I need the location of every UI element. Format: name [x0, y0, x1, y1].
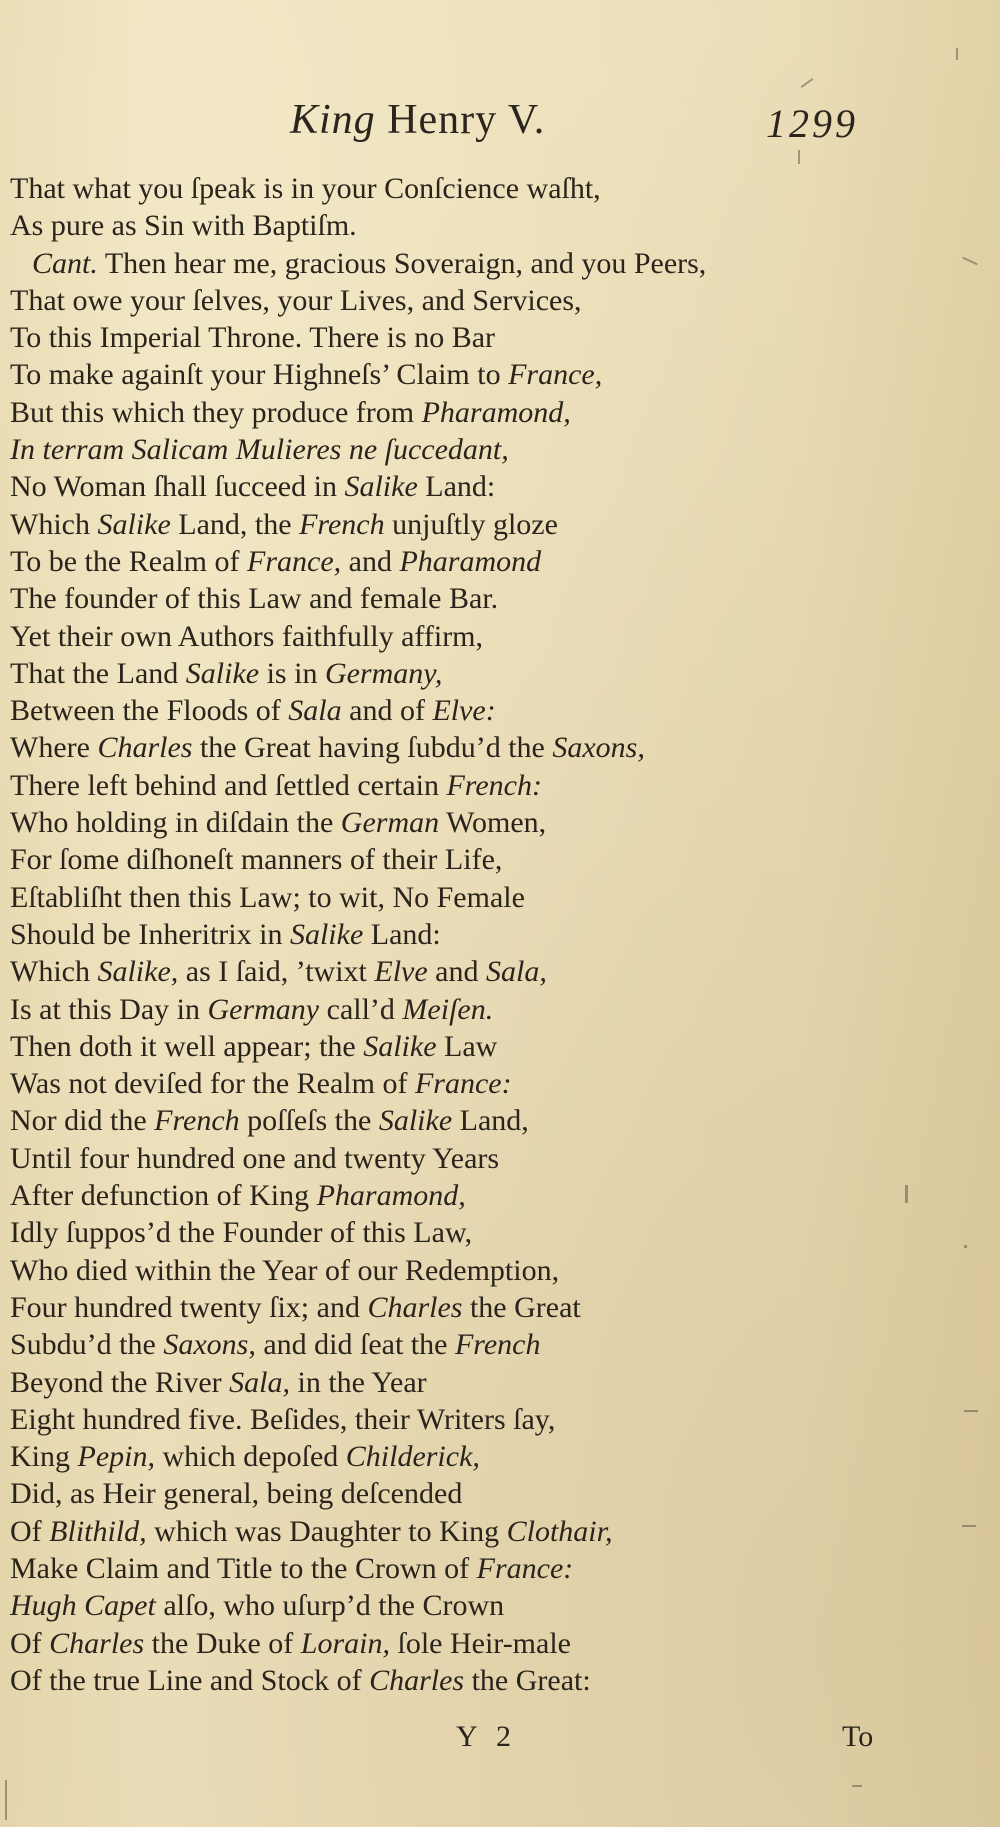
catchword: To: [842, 1720, 874, 1753]
verse-italic-segment: Germany: [207, 992, 320, 1026]
verse-segment: Law: [436, 1029, 498, 1063]
verse-italic-segment: France:: [414, 1067, 512, 1101]
verse-segment: Did, as Heir general, being deſcended: [10, 1477, 463, 1511]
verse-italic-segment: French: [299, 507, 385, 541]
verse-line: [10, 245, 930, 282]
verse-italic-segment: Cant.: [32, 246, 98, 280]
verse-line: [10, 1289, 930, 1326]
verse-line: [10, 879, 930, 916]
verse-line: [10, 841, 930, 878]
verse-italic-segment: Saxons,: [163, 1328, 256, 1362]
verse-segment: and of: [341, 694, 433, 728]
verse-segment: Nor did the: [10, 1104, 155, 1138]
verse-line: [10, 431, 930, 468]
verse-italic-segment: Salike: [185, 656, 260, 690]
verse-segment: To this Imperial Throne. There is no Bar: [10, 321, 496, 355]
verse-line: [10, 1625, 930, 1662]
ink-speck: [964, 1245, 967, 1248]
verse-segment: After defunction of King: [10, 1179, 317, 1213]
verse-line: [10, 804, 930, 841]
verse-line: [10, 692, 930, 729]
verse-segment: Four hundred twenty ſix; and: [10, 1290, 368, 1324]
verse-line: [10, 916, 930, 953]
verse-segment: which depoſed: [154, 1440, 346, 1474]
verse-segment: Yet their own Authors faithfully affirm,: [10, 619, 484, 653]
verse-italic-segment: Clothair,: [506, 1514, 613, 1548]
verse-italic-segment: Salike: [344, 470, 418, 504]
verse-segment: Then hear me, gracious Soveraign, and you Peers,: [97, 246, 707, 280]
ink-speck: [801, 78, 814, 88]
verse-line: [10, 394, 930, 431]
verse-segment: and: [341, 544, 400, 578]
verse-segment: and: [427, 955, 486, 989]
verse-segment: Of: [10, 1514, 50, 1548]
verse-italic-segment: France,: [508, 358, 603, 392]
verse-line: [10, 1587, 930, 1624]
verse-italic-segment: Germany,: [324, 656, 443, 690]
verse-segment: Then doth it well appear; the: [10, 1029, 364, 1063]
verse-segment: Subdu’d the: [10, 1328, 164, 1362]
verse-italic-segment: Hugh Capet: [10, 1589, 156, 1623]
verse-segment: Women,: [439, 806, 547, 840]
verse-line: [10, 1065, 930, 1102]
verse-segment: That what you ſpeak is in your Conſcience waſht,: [10, 172, 601, 205]
verse-italic-segment: Pharamond,: [421, 395, 571, 429]
verse-italic-segment: Salike: [97, 507, 171, 541]
verse-segment: To be the Realm of: [10, 544, 247, 578]
verse-segment: Land:: [363, 917, 441, 951]
verse-line: [10, 655, 930, 692]
verse-line: [10, 319, 930, 356]
verse-line: [10, 953, 930, 990]
verse-segment: King: [10, 1440, 78, 1474]
verse-segment: alſo, who uſurp’d the Crown: [155, 1589, 505, 1623]
verse-line: [10, 1028, 930, 1065]
verse-line: [10, 543, 930, 580]
verse-segment: in the Year: [289, 1365, 427, 1399]
verse-segment: Who died within the Year of our Redemption,: [10, 1253, 560, 1287]
verse-segment: Which: [10, 955, 98, 989]
verse-segment: Land:: [417, 470, 496, 504]
running-title-rest: Henry V.: [375, 97, 546, 143]
verse-italic-segment: Sala,: [229, 1365, 290, 1399]
verse-segment: For ſome diſhoneſt manners of their Life,: [10, 843, 503, 877]
verse-segment: which was Daughter to King: [146, 1514, 507, 1548]
verse-italic-segment: Charles: [369, 1663, 465, 1697]
signature-mark: Y 2: [456, 1720, 518, 1753]
verse-italic-segment: Meiſen.: [402, 992, 494, 1026]
verse-line: [10, 1326, 930, 1363]
verse-italic-segment: In terram Salicam Mulieres ne ſuccedant,: [10, 433, 509, 467]
verse-italic-segment: German: [340, 806, 440, 840]
verse-line: [10, 282, 930, 319]
verse-italic-segment: Lorain,: [300, 1626, 390, 1660]
verse-segment: As pure as Sin with Baptiſm.: [10, 209, 357, 243]
verse-italic-segment: Elve: [374, 955, 428, 989]
verse-line: [10, 991, 930, 1028]
verse-italic-segment: Pepin,: [77, 1440, 155, 1474]
verse-segment: Idly ſuppos’d the Founder of this Law,: [10, 1216, 473, 1250]
verse-segment: Was not deviſed for the Realm of: [10, 1067, 415, 1101]
verse-italic-segment: Salike: [363, 1029, 437, 1063]
verse-line: [10, 1102, 930, 1139]
verse-line: [10, 1513, 930, 1550]
verse-segment: the Great:: [464, 1663, 591, 1697]
page-footer: [0, 1720, 1000, 1766]
running-title-italic: King: [290, 97, 376, 143]
verse-segment: is in: [259, 656, 325, 690]
verse-segment: Of: [10, 1626, 50, 1660]
verse-line: [10, 1438, 930, 1475]
verse-italic-segment: Salike,: [97, 955, 179, 989]
ink-speck: [956, 48, 958, 60]
verse-segment: the Great: [462, 1290, 581, 1324]
verse-segment: But this which they produce from: [10, 395, 422, 429]
ink-speck: [5, 1780, 7, 1820]
verse-segment: Land,: [452, 1104, 529, 1138]
ink-speck: [852, 1785, 862, 1787]
verse-segment: Of the true Line and Stock of: [10, 1663, 370, 1697]
verse-segment: ſole Heir-male: [390, 1626, 571, 1660]
verse-segment: Which: [10, 507, 98, 541]
verse-text-block: [10, 170, 930, 1699]
verse-italic-segment: French:: [446, 768, 542, 802]
verse-italic-segment: Sala: [288, 694, 342, 728]
verse-italic-segment: Saxons,: [552, 731, 645, 765]
verse-italic-segment: Blithild,: [49, 1514, 147, 1548]
verse-italic-segment: Salike: [289, 917, 364, 951]
verse-line: [10, 506, 930, 543]
verse-segment: That owe your ſelves, your Lives, and Services,: [10, 283, 582, 317]
verse-segment: and did ſeat the: [255, 1328, 455, 1362]
verse-line: [10, 468, 930, 505]
verse-segment: the Duke of: [144, 1626, 301, 1660]
ink-speck: [905, 1185, 908, 1203]
verse-italic-segment: Pharamond,: [316, 1179, 466, 1213]
verse-segment: Should be Inheritrix in: [10, 917, 290, 951]
ink-speck: [962, 257, 977, 266]
verse-segment: Is at this Day in: [10, 992, 208, 1026]
verse-segment: No Woman ſhall ſucceed in: [10, 470, 345, 504]
verse-segment: Eſtabliſht then this Law; to wit, No Female: [10, 880, 525, 914]
verse-italic-segment: France:: [476, 1551, 574, 1585]
verse-italic-segment: Pharamond: [399, 544, 542, 578]
verse-segment: call’d: [319, 992, 403, 1026]
page-number: 1299: [766, 101, 858, 146]
verse-segment: the Great having ſubdu’d the: [192, 731, 553, 765]
verse-segment: unjuſtly gloze: [384, 507, 558, 541]
verse-line: [10, 1550, 930, 1587]
verse-line: [10, 170, 930, 207]
verse-italic-segment: French: [454, 1328, 541, 1362]
verse-line: [10, 618, 930, 655]
ink-speck: [962, 1525, 976, 1527]
running-title: [290, 96, 545, 144]
verse-line: [10, 580, 930, 617]
verse-segment: Until four hundred one and twenty Years: [10, 1141, 500, 1175]
verse-line: [10, 767, 930, 804]
verse-segment: There left behind and ſettled certain: [10, 768, 447, 802]
verse-line: [10, 729, 930, 766]
verse-italic-segment: French: [154, 1104, 240, 1138]
verse-italic-segment: Charles: [367, 1290, 463, 1324]
verse-segment: Who holding in diſdain the: [10, 806, 341, 840]
verse-line: [10, 207, 930, 244]
verse-line: [10, 1662, 930, 1699]
verse-segment: Where: [10, 731, 98, 765]
verse-segment: That the Land: [10, 656, 186, 690]
verse-line: [10, 1140, 930, 1177]
verse-segment: Beyond the River: [10, 1365, 230, 1399]
running-head: [0, 96, 1000, 152]
verse-line: [10, 1475, 930, 1512]
verse-italic-segment: Charles: [49, 1626, 145, 1660]
verse-segment: as I ſaid, ’twixt: [178, 955, 375, 989]
verse-segment: To make againſt your Highneſs’ Claim to: [10, 358, 509, 392]
verse-line: [10, 1214, 930, 1251]
verse-line: [10, 1177, 930, 1214]
verse-segment: poſſeſs the: [239, 1104, 379, 1138]
verse-segment: Make Claim and Title to the Crown of: [10, 1551, 477, 1585]
verse-line: [10, 356, 930, 393]
verse-line: [10, 1401, 930, 1438]
verse-italic-segment: Elve:: [432, 694, 496, 728]
verse-segment: Between the Floods of: [10, 694, 289, 728]
verse-segment: Eight hundred five. Beſides, their Writers ſay,: [10, 1402, 556, 1436]
verse-italic-segment: France,: [247, 544, 342, 578]
verse-segment: Land, the: [170, 507, 300, 541]
verse-line: [10, 1364, 930, 1401]
verse-italic-segment: Childerick,: [345, 1440, 480, 1474]
verse-italic-segment: Salike: [378, 1104, 453, 1138]
verse-line: [10, 1252, 930, 1289]
verse-italic-segment: Sala,: [486, 955, 547, 989]
verse-segment: The founder of this Law and female Bar.: [10, 582, 499, 616]
ink-speck: [964, 1410, 978, 1412]
ink-speck: [798, 150, 800, 164]
verse-italic-segment: Charles: [97, 731, 193, 765]
